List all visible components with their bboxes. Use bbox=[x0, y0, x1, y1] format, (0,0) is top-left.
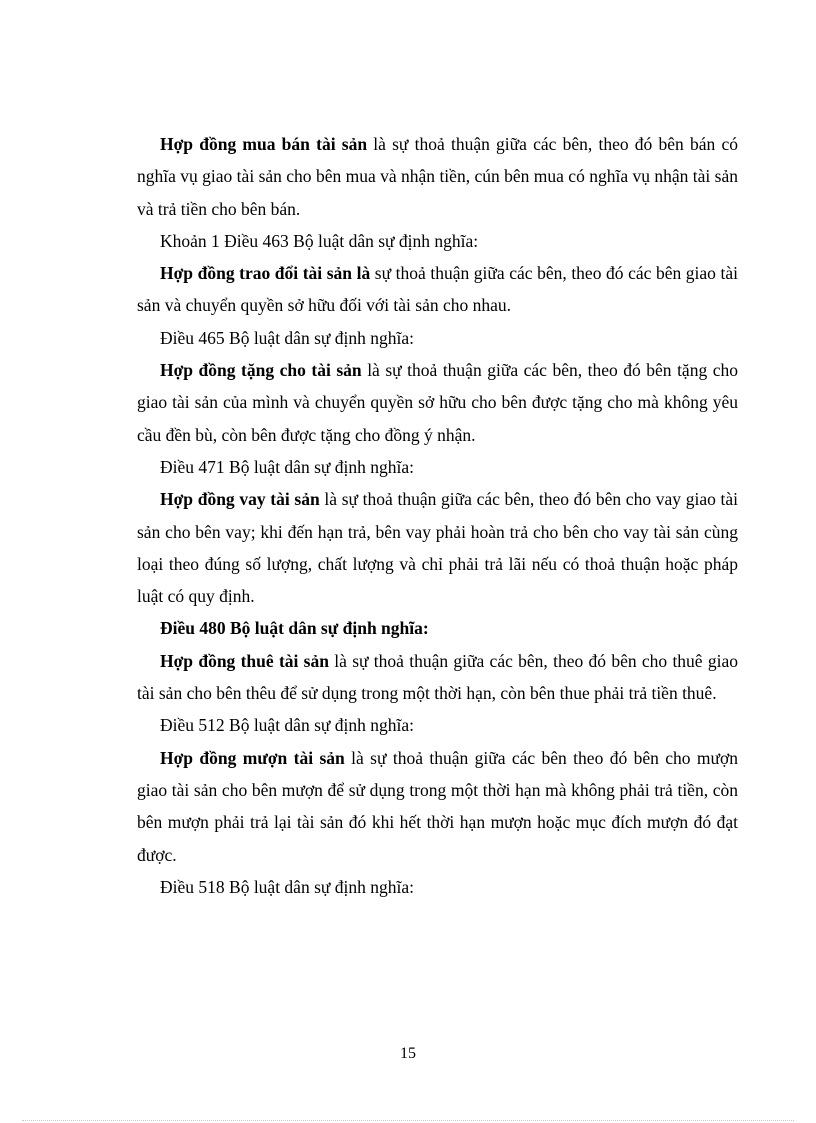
reference-article-480: Điều 480 Bộ luật dân sự định nghĩa: bbox=[160, 618, 429, 639]
page-number: 15 bbox=[400, 1045, 416, 1062]
body-text bbox=[137, 128, 738, 903]
term-exchange-contract: Hợp đồng trao đổi tài sản là bbox=[160, 263, 371, 284]
term-sale-contract: Hợp đồng mua bán tài sản bbox=[160, 134, 368, 154]
reference-article-463: Khoản 1 Điều 463 Bộ luật dân sự định nghĩa: bbox=[160, 230, 479, 251]
reference-article-512: Điều 512 Bộ luật dân sự định nghĩa: bbox=[160, 715, 414, 736]
definition-text: là sự thoả thuận giữa các bên, theo đó bên bán có nghĩa vụ giao tài sản cho bên mua và nhận tiền, cún bên mua có nghĩa vụ nhận tài sản và trả tiền cho bên bán. bbox=[137, 134, 738, 219]
definition-sale-contract bbox=[137, 128, 738, 225]
term-lease-contract: Hợp đồng thuê tài sản bbox=[160, 650, 329, 671]
definition-exchange-contract bbox=[137, 257, 738, 322]
reference-article-471: Điều 471 Bộ luật dân sự định nghĩa: bbox=[160, 456, 414, 477]
definition-loan-contract bbox=[137, 483, 738, 612]
definition-lease-contract bbox=[137, 645, 738, 710]
reference-article-465: Điều 465 Bộ luật dân sự định nghĩa: bbox=[160, 327, 414, 348]
term-borrow-contract: Hợp đồng mượn tài sản bbox=[160, 747, 345, 768]
definition-gift-contract bbox=[137, 354, 738, 451]
page-bottom-divider bbox=[22, 1120, 794, 1121]
definition-borrow-contract bbox=[137, 742, 738, 871]
definition-text: là sự thoả thuận giữa các bên, theo đó bên cho thuê giao tài sản cho bên thêu để sử dụng trong một thời hạn, còn bên thue phải trả tiền thuê. bbox=[137, 650, 738, 704]
definition-text: là sự thoả thuận giữa các bên theo đó bên cho mượn giao tài sản cho bên mượn để sử dụng trong một thời hạn mà không phải trả tiền, còn bên mượn phải trả lại tài sản đó khi hết thời hạn mượn hoặc mục đích mượn đó đạt được. bbox=[137, 747, 738, 865]
definition-text: là sự thoả thuận giữa các bên, theo đó bên tặng cho giao tài sản của mình và chuyển quyền sở hữu cho bên được tặng cho mà không yêu cầu đền bù, còn bên được tặng cho đồng ý nhận. bbox=[137, 360, 738, 445]
reference-article-518: Điều 518 Bộ luật dân sự định nghĩa: bbox=[160, 876, 414, 897]
term-loan-contract: Hợp đồng vay tài sản bbox=[160, 489, 320, 510]
definition-text: là sự thoả thuận giữa các bên, theo đó bên cho vay giao tài sản cho bên vay; khi đến hạn trả, bên vay phải hoàn trả cho bên cho vay tài sản cùng loại theo đúng số lượng, chất lượng và chỉ phải trả lãi nếu có thoả thuận hoặc pháp luật có quy định. bbox=[137, 489, 739, 607]
term-gift-contract: Hợp đồng tặng cho tài sản bbox=[160, 360, 362, 381]
definition-text: sự thoả thuận giữa các bên, theo đó các bên giao tài sản và chuyển quyền sở hữu đối với tài sản cho nhau. bbox=[137, 263, 738, 316]
